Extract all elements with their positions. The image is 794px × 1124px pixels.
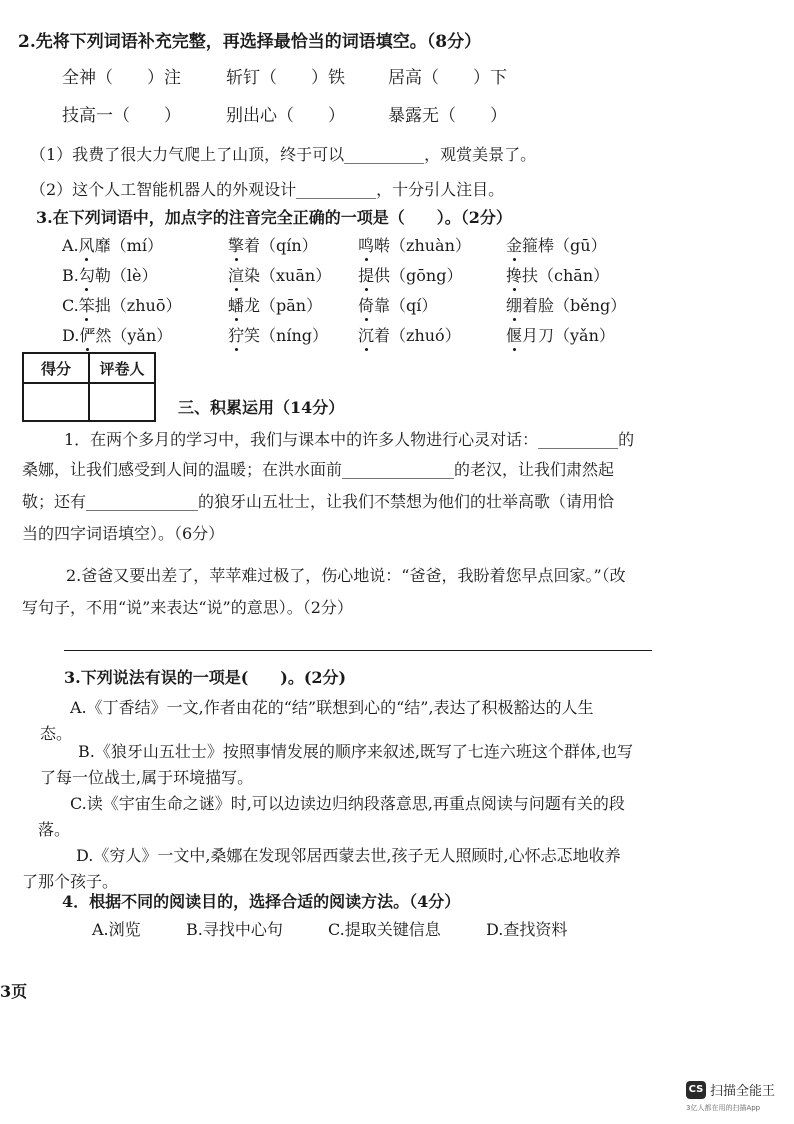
scanner-tagline: 3亿人都在用的扫描App (686, 1104, 761, 1112)
q2-word-6: 暴露无（ ） (388, 106, 507, 126)
s3-q4-option-b: B.寻找中心句 (186, 920, 283, 939)
q3-word-rest: 箍棒（gū） (522, 236, 607, 255)
s3-q1-line-2: 桑娜，让我们感受到人间的温暖；在洪水面前______________的老汉，让我们肃然起 (22, 460, 615, 479)
section-title: 三、积累运用（14分） (178, 398, 345, 417)
q3-word-rest: 拙（zhuō） (94, 296, 182, 315)
q3-word-rest: 着（zhuó） (374, 326, 461, 345)
score-cell[interactable] (23, 383, 89, 421)
scanner-name: 扫描全能王 (710, 1084, 776, 1099)
q2-word-1: 全神（ ）注 (62, 68, 181, 88)
q3-option-0-2 (358, 236, 471, 256)
q3-option-1-2 (358, 266, 462, 286)
q3-option-1-0 (62, 266, 157, 286)
page-number: 3页 (0, 982, 28, 1001)
q3-option-1-1 (228, 266, 331, 286)
s3-q3-option-b-line-2: 了每一位战士,属于环境描写。 (40, 768, 254, 787)
q3-word-rest: 扶（chān） (522, 266, 610, 285)
s3-q3-option-d-line-2: 了那个孩子。 (22, 872, 119, 891)
q3-dotted-char: 风 (78, 236, 95, 255)
q3-option-letter: D. (62, 326, 80, 345)
q3-word-rest: 着（qín） (244, 236, 318, 255)
s3-q3-title: 3.下列说法有误的一项是( )。(2分) (64, 668, 347, 687)
s3-q1-line-1: 1．在两个多月的学习中，我们与课本中的许多人物进行心灵对话：__________的 (64, 430, 635, 449)
q3-word-rest: 勒（lè） (94, 266, 158, 285)
q3-option-0-0 (62, 236, 163, 256)
cs-logo-icon: CS (686, 1081, 706, 1099)
q2-title: 2.先将下列词语补充完整，再选择最恰当的词语填空。（8分） (18, 32, 482, 52)
q3-dotted-char: 俨 (79, 326, 96, 345)
q3-option-1-3 (506, 266, 609, 286)
q3-word-rest: 着脸（běng） (522, 296, 627, 315)
q3-dotted-char: 沉 (358, 326, 375, 345)
q3-dotted-char: 狞 (228, 326, 245, 345)
scanner-logo (686, 1080, 775, 1099)
reviewer-label: 评卷人 (89, 353, 155, 383)
answer-line[interactable] (64, 650, 652, 651)
q3-dotted-char: 绷 (506, 296, 523, 315)
reviewer-cell[interactable] (89, 383, 155, 421)
q2-word-2: 斩钉（ ）铁 (226, 68, 345, 88)
s3-q3-option-d-line-1: D.《穷人》一文中,桑娜在发现邻居西蒙去世,孩子无人照顾时,心怀忐忑地收养 (76, 846, 621, 865)
q3-option-3-3 (506, 326, 615, 346)
q3-option-2-2 (358, 296, 437, 316)
q3-word-rest: 龙（pān） (244, 296, 323, 315)
score-label: 得分 (23, 353, 89, 383)
s3-q4-option-a: A.浏览 (92, 920, 141, 939)
q3-word-rest: 笑（níng） (244, 326, 328, 345)
q3-word-rest: 然（yǎn） (95, 326, 173, 345)
q3-word-rest: 啭（zhuàn） (374, 236, 471, 255)
q3-option-letter: A. (62, 236, 79, 255)
q3-dotted-char: 提 (358, 266, 375, 285)
q3-dotted-char: 倚 (358, 296, 375, 315)
q2-word-3: 居高（ ）下 (388, 68, 507, 88)
score-table (22, 352, 156, 422)
q2-sentence-2: （2）这个人工智能机器人的外观设计__________，十分引人注目。 (30, 180, 505, 199)
s3-q3-option-c-line-2: 落。 (38, 820, 71, 839)
q2-sentence-1: （1）我费了很大力气爬上了山顶，终于可以__________，观赏美景了。 (30, 145, 537, 164)
q3-dotted-char: 偃 (506, 326, 523, 345)
s3-q2-line-1: 2.爸爸又要出差了，苹苹难过极了，伤心地说：“爸爸，我盼着您早点回家。”（改 (66, 566, 626, 585)
q3-word-rest: 供（gōng） (374, 266, 463, 285)
q2-word-5: 别出心（ ） (226, 106, 345, 126)
q3-word-rest: 靠（qí） (374, 296, 438, 315)
q3-option-2-1 (228, 296, 322, 316)
s3-q2-line-2: 写句子，不用“说”来表达“说”的意思）。（2分） (22, 598, 353, 617)
q3-word-rest: 靡（mí） (94, 236, 163, 255)
q3-word-rest: 染（xuān） (244, 266, 332, 285)
q3-dotted-char: 擎 (228, 236, 245, 255)
s3-q3-option-c-line-1: C.读《宇宙生命之谜》时,可以边读边归纳段落意思,再重点阅读与问题有关的段 (70, 794, 625, 813)
q3-word-rest: 月刀（yǎn） (522, 326, 615, 345)
s3-q1-line-3: 敬；还有______________的狼牙山五壮士，让我们不禁想为他们的壮举高歌（请用恰 (22, 492, 615, 511)
q3-dotted-char: 笨 (78, 296, 95, 315)
q3-dotted-char: 渲 (228, 266, 245, 285)
s3-q3-option-a-line-2: 态。 (40, 724, 73, 743)
q2-word-4: 技高一（ ） (62, 106, 181, 126)
q3-option-2-0 (62, 296, 181, 316)
q3-option-0-3 (506, 236, 607, 256)
q3-option-letter: B. (62, 266, 79, 285)
q3-title: 3.在下列词语中，加点字的注音完全正确的一项是（ ）。（2分） (36, 208, 512, 227)
s3-q4-title: 4．根据不同的阅读目的，选择合适的阅读方法。（4分） (62, 892, 461, 911)
s3-q4-option-d: D.查找资料 (486, 920, 568, 939)
s3-q3-option-b-line-1: B.《狼牙山五壮士》按照事情发展的顺序来叙述,既写了七连六班这个群体,也写 (78, 742, 634, 761)
q3-option-3-0 (62, 326, 172, 346)
s3-q4-option-c: C.提取关键信息 (328, 920, 441, 939)
q3-option-letter: C. (62, 296, 79, 315)
q3-option-3-1 (228, 326, 328, 346)
q3-dotted-char: 蟠 (228, 296, 245, 315)
q3-option-0-1 (228, 236, 318, 256)
q3-dotted-char: 勾 (78, 266, 95, 285)
q3-option-3-2 (358, 326, 461, 346)
q3-dotted-char: 金 (506, 236, 523, 255)
s3-q1-line-4: 当的四字词语填空）。（6分） (22, 524, 225, 543)
q3-dotted-char: 搀 (506, 266, 523, 285)
q3-dotted-char: 鸣 (358, 236, 375, 255)
q3-option-2-3 (506, 296, 626, 316)
s3-q3-option-a-line-1: A.《丁香结》一文,作者由花的“结”联想到心的“结”,表达了积极豁达的人生 (70, 698, 594, 717)
